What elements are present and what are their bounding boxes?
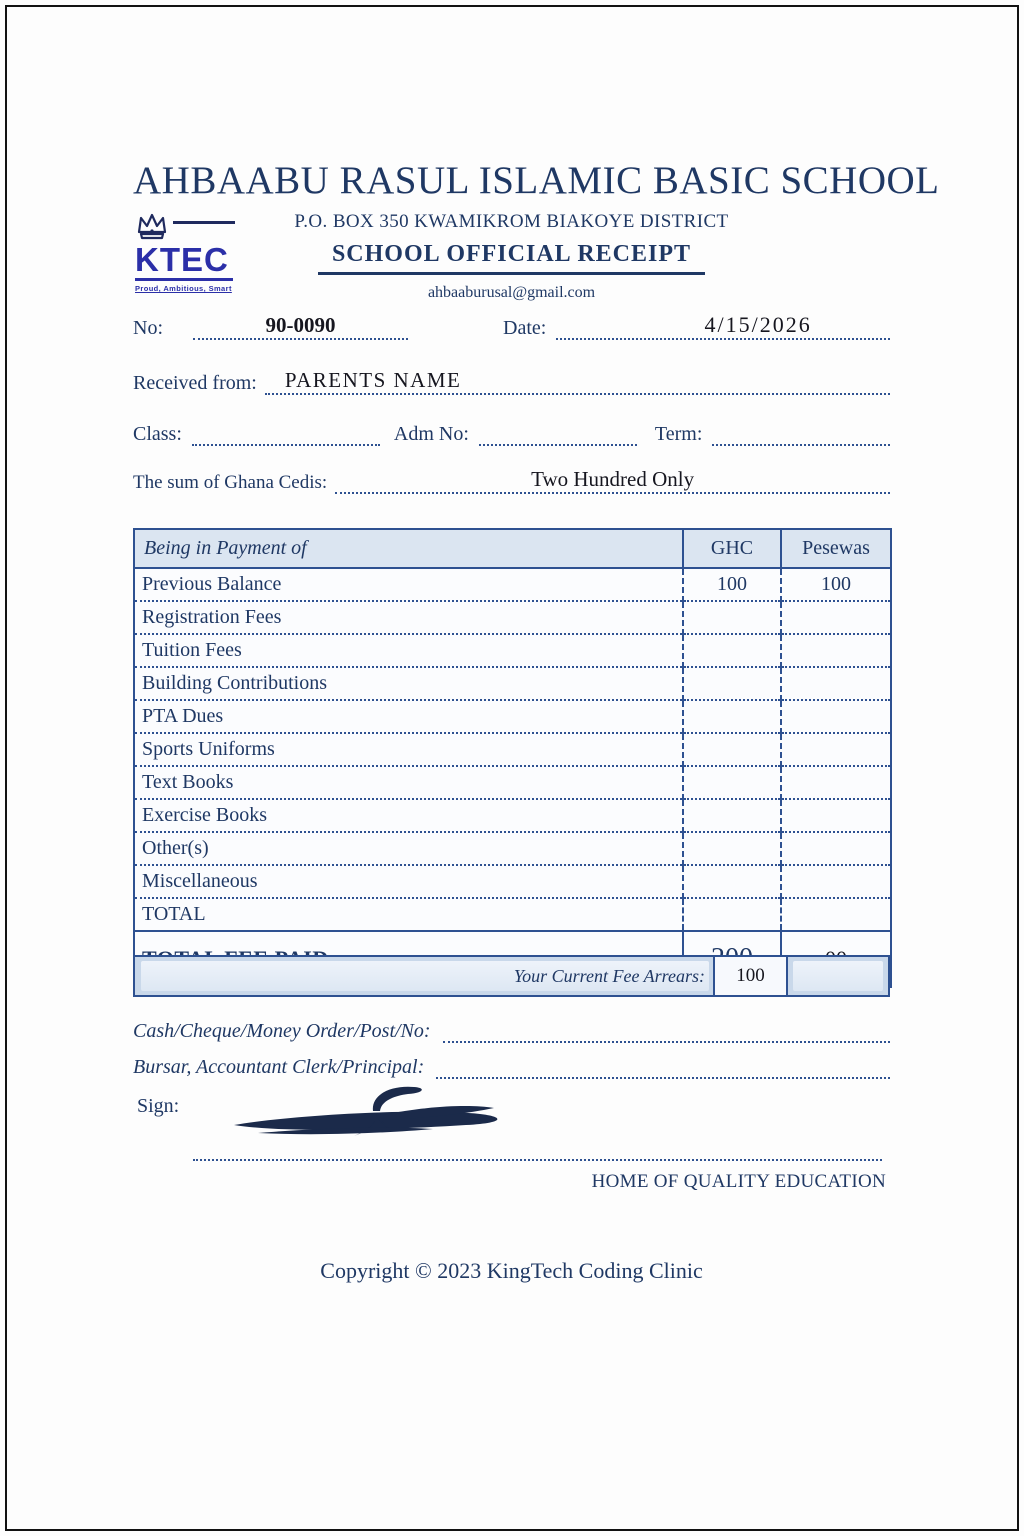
row-ghc	[683, 634, 781, 667]
term-label: Term:	[654, 423, 703, 445]
row-ghc	[683, 832, 781, 865]
table-row	[134, 865, 891, 898]
header-being-in-payment-of: Being in Payment of	[134, 529, 683, 568]
row-pesewas	[781, 733, 891, 766]
sum-value: Two Hundred Only	[335, 468, 890, 494]
table-row	[134, 700, 891, 733]
fee-table	[133, 528, 892, 988]
row-ghc	[683, 700, 781, 733]
cash-value-line	[443, 1040, 890, 1043]
receipt	[133, 158, 940, 1283]
row-label: Text Books	[134, 766, 683, 799]
row-ghc	[683, 766, 781, 799]
sum-row	[133, 468, 890, 494]
table-row	[134, 766, 891, 799]
receipt-title: SCHOOL OFFICIAL RECEIPT	[318, 241, 705, 275]
row-label: TOTAL	[134, 898, 683, 931]
date-label: Date:	[503, 317, 547, 340]
row-ghc: 100	[683, 568, 781, 601]
row-label: Other(s)	[134, 832, 683, 865]
row-label: PTA Dues	[134, 700, 683, 733]
table-row	[134, 799, 891, 832]
row-pesewas	[781, 898, 891, 931]
bursar-label: Bursar, Accountant Clerk/Principal:	[133, 1056, 425, 1078]
row-pesewas	[781, 634, 891, 667]
adm-no-value	[479, 443, 637, 446]
school-name: AHBAABU RASUL ISLAMIC BASIC SCHOOL	[133, 159, 940, 202]
school-logo	[135, 213, 243, 293]
row-ghc	[683, 733, 781, 766]
table-row	[134, 667, 891, 700]
row-label: Registration Fees	[134, 601, 683, 634]
arrears-label: Your Current Fee Arrears:	[513, 965, 705, 986]
row-pesewas	[781, 865, 891, 898]
no-date-row	[133, 313, 890, 340]
sign-label: Sign:	[137, 1095, 180, 1117]
bursar-row	[133, 1056, 890, 1079]
arrears-row	[133, 955, 890, 997]
row-pesewas	[781, 700, 891, 733]
row-ghc	[683, 667, 781, 700]
row-label: Miscellaneous	[134, 865, 683, 898]
row-label: Exercise Books	[134, 799, 683, 832]
logo-tagline: Proud, Ambitious, Smart	[135, 284, 232, 293]
row-label: Previous Balance	[134, 568, 683, 601]
row-ghc	[683, 898, 781, 931]
row-pesewas: 100	[781, 568, 891, 601]
logo-text: KTEC	[135, 243, 233, 281]
table-row	[134, 733, 891, 766]
row-ghc	[683, 601, 781, 634]
class-value	[192, 443, 380, 446]
row-pesewas	[781, 667, 891, 700]
term-value	[712, 443, 890, 446]
cash-label: Cash/Cheque/Money Order/Post/No:	[133, 1020, 431, 1042]
signature-flourish	[228, 1083, 523, 1147]
row-ghc	[683, 865, 781, 898]
arrears-label-cell	[135, 957, 713, 995]
row-ghc	[683, 799, 781, 832]
receipt-no-value: 90-0090	[193, 314, 408, 340]
fee-table-body	[134, 568, 891, 931]
arrears-inset-box	[793, 961, 883, 991]
sum-label: The sum of Ghana Cedis:	[133, 472, 328, 494]
header-pesewas: Pesewas	[781, 529, 891, 568]
date-value: 4/15/2026	[556, 313, 890, 340]
row-label: Tuition Fees	[134, 634, 683, 667]
school-address: P.O. BOX 350 KWAMIKROM BIAKOYE DISTRICT	[294, 211, 729, 232]
header-ghc: GHC	[683, 529, 781, 568]
table-row	[134, 601, 891, 634]
motto: HOME OF QUALITY EDUCATION	[591, 1171, 886, 1192]
cash-row	[133, 1020, 890, 1043]
class-label: Class:	[133, 423, 182, 445]
copyright: Copyright © 2023 KingTech Coding Clinic	[320, 1258, 703, 1283]
table-row	[134, 898, 891, 931]
row-pesewas	[781, 799, 891, 832]
table-row	[134, 634, 891, 667]
received-from-value: PARENTS NAME	[265, 369, 890, 395]
received-from-label: Received from:	[133, 372, 257, 395]
row-label: Sports Uniforms	[134, 733, 683, 766]
arrears-empty-cell	[788, 957, 888, 995]
logo-rule	[173, 221, 235, 224]
bursar-value-line	[436, 1076, 890, 1079]
row-pesewas	[781, 832, 891, 865]
received-from-row	[133, 369, 890, 395]
row-pesewas	[781, 766, 891, 799]
arrears-value: 100	[713, 957, 788, 995]
row-label: Building Contributions	[134, 667, 683, 700]
school-email: ahbaaburusal@gmail.com	[427, 284, 596, 301]
adm-no-label: Adm No:	[393, 423, 469, 445]
fee-table-header-row	[134, 529, 891, 568]
table-row	[134, 568, 891, 601]
receipt-no-label: No:	[133, 317, 163, 340]
row-pesewas	[781, 601, 891, 634]
signature-line	[193, 1159, 882, 1161]
crown-icon	[135, 212, 169, 245]
class-adm-term-row	[133, 423, 890, 446]
table-row	[134, 832, 891, 865]
